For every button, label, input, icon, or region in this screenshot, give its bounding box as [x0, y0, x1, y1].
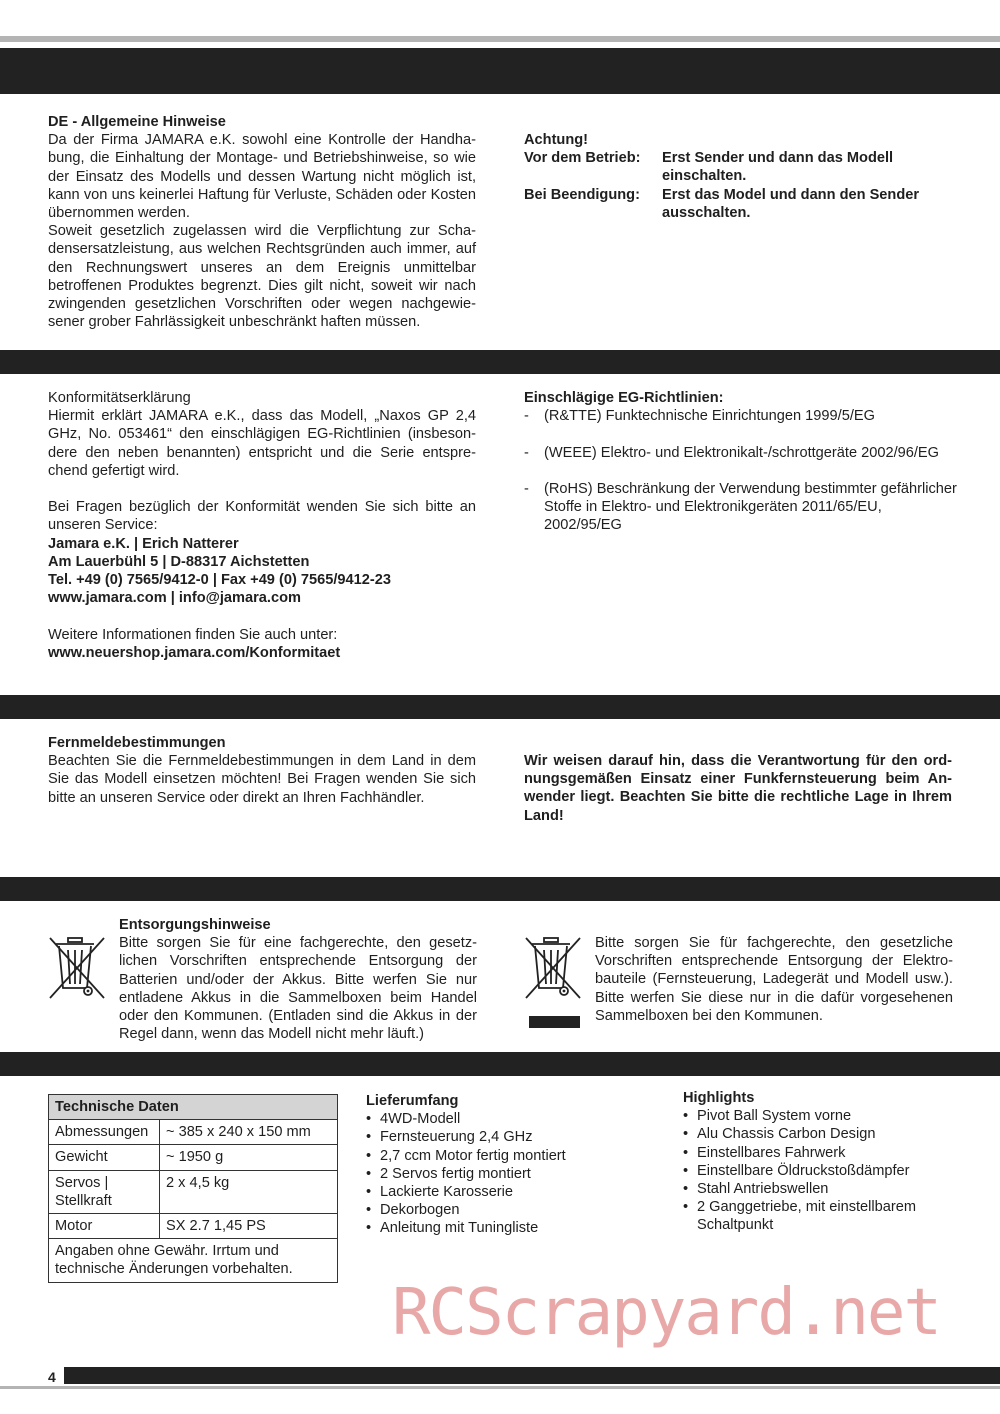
tech-value: ~ 1950 g — [160, 1145, 338, 1170]
general-paragraph-1: Da der Firma JAMARA e.K. sowohl eine Kontrolle der Handhabung, die Einhaltung der Montage- und Betriebshinweise, so wie der Einsatz des Modells und dessen Wartung nicht möglich ist, kann von uns keinerlei Haftung für Verluste, Schäden oder Kosten übernommen werden. — [48, 132, 476, 222]
weee-bin-icon-electronics — [524, 936, 582, 1002]
attention-before-value: Erst Sender und dann das Modell einschalten. — [662, 150, 894, 185]
table-row — [49, 1170, 338, 1213]
conformity-paragraph-2: Bei Fragen bezüglich der Konformität wenden Sie sich bitte an unseren Service: — [48, 499, 476, 534]
section-band-1 — [0, 48, 1000, 94]
weee-bar-icon — [529, 1016, 580, 1028]
list-item: • Stahl Antriebswellen — [683, 1180, 953, 1198]
tech-label: Motor — [49, 1214, 160, 1239]
list-item: • 2,7 ccm Motor fertig montiert — [366, 1147, 656, 1165]
directive-rohs: - (RoHS) Beschränkung der Verwendung bestimmter gefährlicher Stoffe in Elektro- und Elektronikgeräten 2011/65/EU, 2002/95/EG — [524, 480, 960, 535]
directive-rtte: - (R&TTE) Funktechnische Einrichtungen 1999/5/EG — [524, 407, 960, 425]
section-band-3 — [0, 695, 1000, 719]
highlights-heading: Highlights — [683, 1090, 755, 1106]
section-band-4 — [0, 877, 1000, 901]
list-item: • Einstellbare Öldruckstoßdämpfer — [683, 1162, 953, 1180]
page-number: 4 — [48, 1369, 56, 1385]
tech-title: Technische Daten — [49, 1095, 338, 1120]
telecom-notice: Wir weisen darauf hin, dass die Verantwortung für den ordnungsgemäßen Einsatz einer Funkfernsteuerung beim Anwender liegt. Beachten Sie bitte die rechtliche Lage in Ihrem Land! — [524, 753, 952, 824]
conformity-address: Am Lauerbühl 5 | D-88317 Aichstetten — [48, 553, 310, 570]
attention-block — [524, 131, 954, 222]
tech-label: Gewicht — [49, 1145, 160, 1170]
tech-value: ~ 385 x 240 x 150 mm — [160, 1120, 338, 1145]
section-band-5 — [0, 1052, 1000, 1076]
attention-after — [524, 186, 954, 222]
conformity-heading: Konformitätserklärung — [48, 390, 191, 406]
list-item: • Fernsteuerung 2,4 GHz — [366, 1128, 656, 1146]
attention-after-value: Erst das Model und dann den Sender ausschalten. — [662, 186, 920, 221]
disposal-text-right: Bitte sorgen Sie für fachgerechte, den gesetzliche Vorschriften entsprechende Entsorgung der Elektrobauteile (Fernsteuerung, Ladegerät und Modell usw.). Bitte werfen Sie diese nur in die dafür vorgesehenen Sammelboxen bei den Kommunen. — [595, 935, 953, 1024]
directive-weee: - (WEEE) Elektro- und Elektronikalt-/schrottgeräte 2002/96/EG — [524, 444, 960, 462]
tech-data-table — [48, 1094, 338, 1283]
tech-value: 2 x 4,5 kg — [160, 1170, 338, 1213]
conformity-block — [48, 389, 476, 662]
list-item: • Dekorbogen — [366, 1201, 656, 1219]
tech-label: Abmessungen — [49, 1120, 160, 1145]
directives-block — [524, 389, 960, 535]
telecom-block — [48, 734, 476, 807]
attention-after-key: Bei Beendigung: — [524, 186, 640, 203]
general-heading: DE - Allgemeine Hinweise — [48, 114, 226, 130]
disposal-text-left: Bitte sorgen Sie für eine fachgerechte, den gesetzlichen Vorschriften entsprechende Entsorgung der Batterien und/oder der Akkus. Bitte werfen Sie nur entladene Akkus in die Sammelboxen beim Handel oder den Kommunen. (Entladen sind die Akkus in der Regel dann, wenn das Modell nicht mehr läuft.) — [119, 935, 477, 1043]
disposal-heading: Entsorgungshinweise — [119, 917, 271, 933]
section-band-2 — [0, 350, 1000, 374]
table-row — [49, 1214, 338, 1239]
directives-heading: Einschlägige EG-Richtlinien: — [524, 390, 724, 406]
tech-value: SX 2.7 1,45 PS — [160, 1214, 338, 1239]
tech-note: Angaben ohne Gewähr. Irrtum und technische Änderungen vorbehalten. — [49, 1239, 338, 1282]
delivery-list — [366, 1110, 656, 1237]
weee-bin-icon — [48, 936, 106, 1002]
directives-list — [524, 407, 960, 534]
general-notes — [48, 113, 476, 331]
top-rule — [0, 36, 1000, 42]
general-paragraph-2: Soweit gesetzlich zugelassen wird die Verpflichtung zur Schadensersatzleistung, aus welchen Rechtsgründen auch immer, auf den Rechnungswert unseres an dem Ereignis unmittelbar betroffenen Produktes begrenzt. Dies gilt nicht, soweit wir nach zwingenden gesetzlichen Vorschriften oder wegen nachgewiesener grober Fahrlässigkeit unbeschränkt haften müssen. — [48, 223, 476, 331]
bottom-rule — [0, 1386, 1000, 1389]
table-row — [49, 1120, 338, 1145]
list-item: • 4WD-Modell — [366, 1110, 656, 1128]
conformity-phone: Tel. +49 (0) 7565/9412-0 | Fax +49 (0) 7565/9412-23 — [48, 572, 391, 589]
conformity-more-url: www.neuershop.jamara.com/Konformitaet — [48, 644, 341, 661]
attention-before — [524, 149, 954, 185]
telecom-text: Beachten Sie die Fernmeldebestimmungen in dem Land in dem Sie das Modell einsetzen möchten! Bei Fragen wenden Sie sich bitte an unseren Service oder direkt an Ihren Fachhändler. — [48, 753, 476, 806]
highlights-list — [683, 1107, 953, 1234]
watermark: RCScrapyard.net — [392, 1276, 940, 1350]
conformity-web: www.jamara.com | info@jamara.com — [48, 590, 301, 607]
disposal-left-block — [119, 916, 477, 1043]
conformity-company: Jamara e.K. | Erich Natterer — [48, 535, 239, 552]
list-item: • Alu Chassis Carbon Design — [683, 1125, 953, 1143]
list-item: • 2 Ganggetriebe, mit einstellbarem Schaltpunkt — [683, 1198, 953, 1234]
list-item: • Pivot Ball System vorne — [683, 1107, 953, 1125]
telecom-heading: Fernmeldebestimmungen — [48, 735, 226, 751]
conformity-paragraph-1: Hiermit erklärt JAMARA e.K., dass das Modell, „Naxos GP 2,4 GHz, No. 053461“ den einschlägigen EG-Richtlinien (insbesondere den neben benannten) entspricht und die Serie entsprechend gefertigt wird. — [48, 408, 476, 479]
delivery-heading: Lieferumfang — [366, 1093, 459, 1109]
highlights-block — [683, 1089, 953, 1235]
tech-label: Servos | Stellkraft — [49, 1170, 160, 1213]
attention-before-key: Vor dem Betrieb: — [524, 150, 641, 167]
list-item: • Anleitung mit Tuningliste — [366, 1219, 656, 1237]
footer-band — [64, 1367, 1000, 1384]
list-item: • Lackierte Karosserie — [366, 1183, 656, 1201]
delivery-block — [366, 1092, 656, 1238]
list-item: • Einstellbares Fahrwerk — [683, 1144, 953, 1162]
conformity-more-label: Weitere Informationen finden Sie auch unter: — [48, 626, 338, 643]
table-row — [49, 1145, 338, 1170]
attention-title: Achtung! — [524, 132, 589, 148]
list-item: • 2 Servos fertig montiert — [366, 1165, 656, 1183]
